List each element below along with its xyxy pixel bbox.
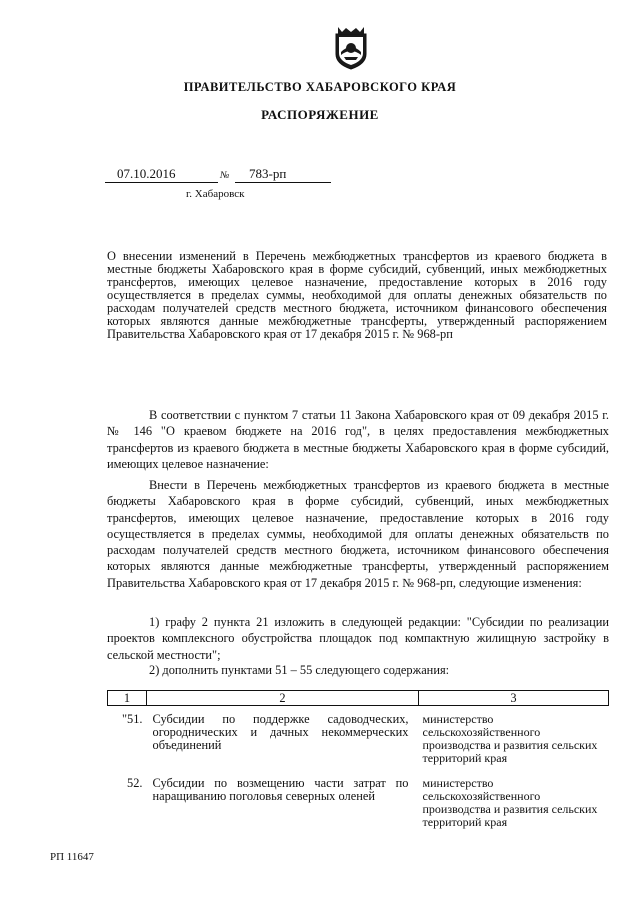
- row-name: Субсидии по возмещению части затрат по наращиванию поголовья северных оленей: [152, 776, 409, 803]
- document-subject: О внесении изменений в Перечень межбюджетных трансфертов из краевого бюджета в местные бюджеты Хабаровского края в форме субсидий, субвенций, иных межбюджетных трансфертов, имеющих целевое назначение, предоставление которых в 2016 году осуществляется в пределах суммы, необходимой для оплаты денежных обязательств по расходам получателей средств местного бюджета, источником финансового обеспечения которых являются данные межбюджетные трансферты, утвержденный распоряжением Правительства Хабаровского края от 17 декабря 2015 г. № 968-рп: [107, 249, 607, 341]
- document-number: 783-рп: [235, 166, 331, 183]
- amendments-table: [107, 690, 609, 829]
- body-paragraph-2: Внести в Перечень межбюджетных трансфертов из краевого бюджета в местные бюджеты Хабаровского края в форме субсидий, субвенций, иных межбюджетных трансфертов, имеющих целевое назначение, предоставление которых в 2016 году осуществляется в пределах суммы, необходимой для оплаты денежных обязательств по расходам получателей средств местного бюджета, источником финансового обеспечения которых являются данные межбюджетные трансферты, утвержденный распоряжением Правительства Хабаровского края от 17 декабря 2015 г. № 968-рп, следующие изменения:: [107, 478, 609, 590]
- body-paragraph-3: 1) графу 2 пункта 21 изложить в следующей редакции: "Субсидии по реализации проектов комплексного обустройства площадок под компактную жилищную застройку в сельской местности";: [107, 615, 609, 662]
- date-number-line: [105, 166, 331, 188]
- row-responsible: министерство сельскохозяйственного производства и развития сельских территорий края: [422, 776, 598, 829]
- document-type: РАСПОРЯЖЕНИЕ: [261, 107, 379, 122]
- document-city: г. Хабаровск: [186, 188, 245, 200]
- coat-of-arms-icon: [330, 24, 372, 70]
- row-number: 52.: [127, 776, 143, 790]
- document-date: 07.10.2016: [105, 166, 218, 183]
- government-title: ПРАВИТЕЛЬСТВО ХАБАРОВСКОГО КРАЯ: [183, 80, 457, 94]
- row-number: "51.: [121, 712, 143, 726]
- table-row: [108, 765, 609, 829]
- body-paragraph-4: 2) дополнить пунктами 51 – 55 следующего содержания:: [149, 663, 450, 677]
- footer-code: РП 11647: [50, 851, 94, 863]
- number-sign: №: [220, 170, 230, 181]
- body-paragraph-1: В соответствии с пунктом 7 статьи 11 Закона Хабаровского края от 09 декабря 2015 г. № 146 "О краевом бюджете на 2016 год", в целях предоставления межбюджетных трансфертов из краевого бюджета в местные бюджеты Хабаровского края в форме субсидий, имеющих целевое назначение:: [107, 408, 609, 471]
- table-header-cell: 3: [419, 691, 609, 706]
- table-header-row: [108, 691, 609, 706]
- table-row: [108, 706, 609, 766]
- row-name: Субсидии по поддержке садоводческих, огороднических и дачных некоммерческих объединений: [152, 712, 409, 752]
- row-responsible: министерство сельскохозяйственного производства и развития сельских территорий края: [422, 712, 598, 765]
- table-header-cell: 1: [108, 691, 147, 706]
- table-header-cell: 2: [147, 691, 419, 706]
